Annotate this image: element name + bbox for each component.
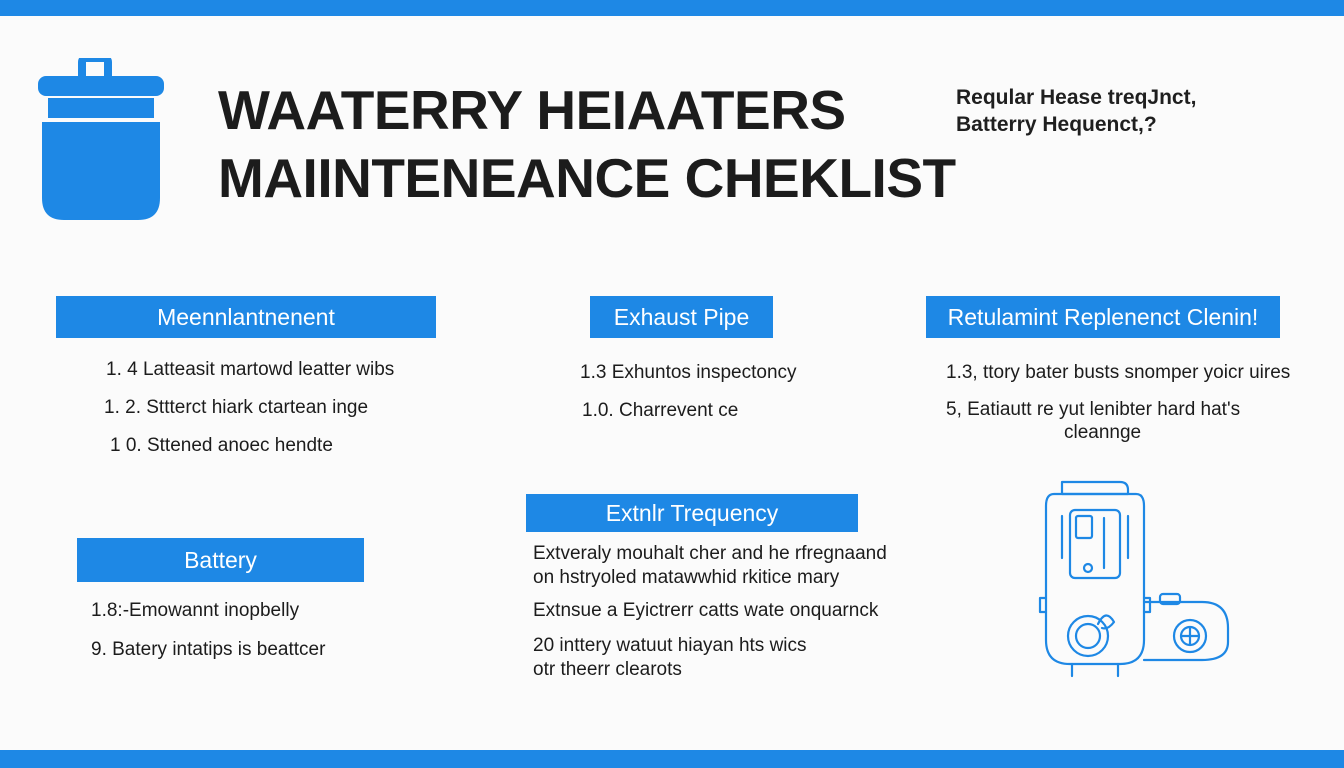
section-label-frequency: Extnlr Trequency	[526, 494, 858, 532]
maintenance-item: 1. 2. Sttterct hiark ctartean inge	[104, 397, 369, 418]
subtitle	[956, 84, 1196, 138]
section-label-replacement: Retulamint Replenenct Clenin!	[926, 296, 1280, 338]
subtitle-line-2: Batterry Hequenct,?	[956, 113, 1157, 136]
maintenance-item: 1. 4 Latteasit martowd leatter wibs	[106, 359, 395, 380]
water-heater-icon	[1032, 472, 1242, 682]
replacement-item: 1.3, ttory bater busts snomper yoicr uires	[946, 362, 1291, 383]
frequency-item: 20 inttery watuut hiayan hts wics	[533, 635, 807, 656]
replacement-item: 5, Eatiautt re yut lenibter hard hat's	[946, 399, 1241, 420]
frequency-item: otr theerr clearots	[533, 659, 682, 680]
frequency-item: Extveraly mouhalt cher and he rfregnaand	[533, 543, 887, 564]
exhaust-item: 1.3 Exhuntos inspectoncy	[580, 362, 797, 383]
title-line-1: WAATERRY HEIAATERS	[218, 79, 846, 141]
section-label-exhaust-pipe: Exhaust Pipe	[590, 296, 773, 338]
top-accent-bar	[0, 0, 1344, 16]
replacement-item: cleannge	[1064, 422, 1142, 443]
exhaust-item: 1.0. Charrevent ce	[582, 400, 739, 421]
title-line-2: MAIINTENEANCE CHEKLIST	[218, 147, 956, 209]
subtitle-line-1: Reqular Hease treqJnct,	[956, 86, 1197, 109]
frequency-item: Extnsue a Eyictrerr catts wate onquarnck	[533, 600, 879, 621]
page-title	[218, 76, 956, 212]
section-label-battery: Battery	[77, 538, 364, 582]
battery-item: 9. Batery intatips is beattcer	[91, 639, 326, 660]
pot-icon	[36, 58, 166, 222]
section-label-maintenance: Meennlantnenent	[56, 296, 436, 338]
battery-item: 1.8:-Emowannt inopbelly	[91, 600, 300, 621]
frequency-item: on hstryoled matawwhid rkitice mary	[533, 567, 840, 588]
bottom-accent-bar	[0, 750, 1344, 768]
maintenance-item: 1 0. Sttened anoec hendte	[110, 435, 333, 456]
